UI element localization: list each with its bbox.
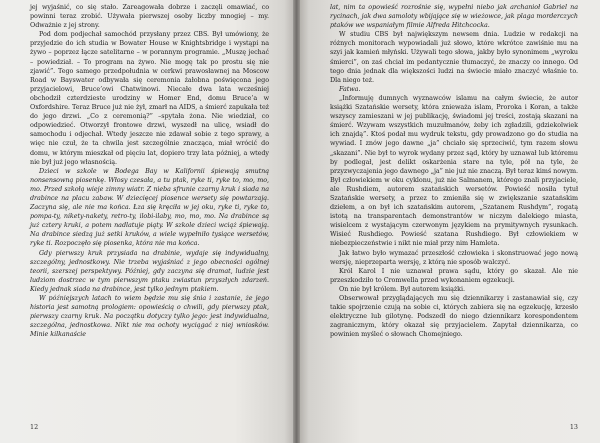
paragraph: Fatwa. <box>339 84 361 93</box>
paragraph: Gdy pierwszy kruk przysiada na drabinie, wydaje się indywidualny, szczególny, jednostkowy. Nie trzeba wyjaśniać z jego obecności ogólnej teorii, szerszej perspektywy. Później, gdy zaczyna się dramat, ludzie jest ludziom dostrzec w tym pierwszym ptaku zwiastun przyszłych zdarzeń. Kiedy jednak siada na drabince, jest tylko jednym ptakiem. <box>30 248 269 293</box>
right-page <box>300 0 600 443</box>
paragraph: Pod dom podjechał samochód przysłany przez CBS. Był umówiony, że przyjedzie do ich studia w Bowater House w Knightsbridge i wystąpi na żywo – poprzez łącze satelitarne – w porannym programie. „Muszę jechać – powiedział. – To program na żywo. Nie mogę tak po prostu się nie zjawić”. Tego samego przedpołudnia w cerkwi prawosławnej na Moscow Road w Bayswater odbywała się ceremonia żałobna poświęcona jego przyjacielowi, Bruce’owi Chatwinowi. Niecałe dwa lata wcześniej obchodził czterdzieste urodziny w Homer End, domu Bruce’a w Oxfordshire. Teraz Bruce już nie żył, zmarł na AIDS, a śmierć zapukała też do jego drzwi. „Co z ceremonią?” –spytała żona. Nie wiedział, co odpowiedzieć. Otworzył frontowe drzwi, wyszedł na ulicę, wsiadł do samochodu i odjechał. Wtedy jeszcze nie zdawał sobie z tego sprawy, a więc nie czuł, że ta chwila jest szczególnie znacząca, miał wrócić do domu, w którym mieszkał od pięciu lat, dopiero trzy lata później, a wtedy nie był już jego własnością. <box>30 30 269 166</box>
paragraph: W późniejszych latach to wiem będzie mu się śnia i zastanie, że jego historia jest samotną prologiem: opowieścią o chwili, gdy pierwszy ptak, pierwszy czarny kruk. Na początku dotyczy tylko jego: jest indywidualna, szczególna, jednostkowa. Nikt nie ma ochoty wyciągać z niej wniosków. Minie kilkanaście <box>30 294 269 339</box>
left-page-text <box>30 3 269 339</box>
paragraph: Król Karol I nie uznawał prawa sądu, który go skazał. Ale nie przeszkodziło to Cromwella przed wykonaniem egzekucji. <box>330 266 578 284</box>
paragraph: Obserwował przyglądających mu się dziennikarzy i zastanawiał się, czy takie spojrzenie czują na sobie ci, których zabiera się na egzekucję, krzesło elektryczne lub gilotynę. Podszedł do niego dziennikarz korespondentem zagranicznym, który okazał się przyjacielem. Zapytał dziennikarza, co powinien myśleć o słowach Chomejniego. <box>330 294 578 339</box>
page-number: 12 <box>30 423 39 431</box>
book-gutter <box>293 0 300 443</box>
paragraph: On nie był królem. Był autorem książki. <box>339 284 465 293</box>
right-page-text <box>330 3 578 339</box>
paragraph: lat, nim ta opowieść rozrośnie się, wypełni niebo jak archanioł Gabriel na rycinach, jak dwa samoloty wbijające się w wieżowce, jak plaga morderczych ptaków we wspaniałym filmie Alfreda Hitchcocka. <box>330 3 578 30</box>
paragraph: „Informuję dumnych wyznawców islamu na całym świecie, że autor książki Szatańskie wersety, która znieważa islam, Proroka i Koran, a także wszyscy zamieszani w jej publikację, świadomi jej treści, zostają skazani na śmierć. Wzywam wszystkich muzułmanów, żeby ich zgładzili, gdziekolwiek ich znajdą”. Ktoś podał mu wydruk tekstu, gdy prowadzono go do studia na wywiad. I znów jego dawne „ja” chciało się sprzeciwić, tym razem słowu „skazani”. Nie był to wyrok wydany przez sąd, który by uznawał lub któremu by podlegał, jest delikt oskarżenia stare na tyle, pół na tyle, że przyzwyczajenia jego dawnego „ja” nie już nie znaczą. Był teraz kimś nowym. Był człowiekiem w oku cyklonu, już nie Salmanem, którego znali przyjaciele, ale Rushdiem, autorem szatańskich wersetów. Powieść nosiła tytuł Szatańskie wersety, a przez to zmieniła się w zwiększanie szatańskim dziełem, a on był ich szatańskim autorem, „Szatanem Rushdym”, rogatą istotą na transparentach demonstrantów w niczym dalekiego miasta, wisielcem z wystającym czerwonym językiem na prymitywnych rysunkach. Wisieć Rushdiego. Powieść szatana Rushdiego. Był człowiekiem w niebezpieczeństwie i nikt nie miał przy nim Hamleta. <box>330 93 578 248</box>
paragraph: Jak łatwo było wymazać przeszłość człowieka i skonstruować jego nową wersję, nieprzeparta wersję, z którą nie sposób walczyć. <box>330 248 578 266</box>
paragraph: Dzieci w szkole w Bodega Bay w Kalifornii śpiewają smutną nonsensowną piosenkę. Włosy czesała, a tu ptak, ryke ti, ryke to, mo, mo, mo. Przed szkołą wieje zimny wiatr. Z nieba sfrunie czarny kruk i siada na drabince na placu zabaw. W dziecięcej piosence wersety się powtarzają. Zaczyna się, ale nie ma końca. Łza się kręciła w jej oku, ryke ti, ryke to, pompa-ty, nikety-nakety, retro-ty, ilobi-ilaby, mo, mo, mo. Na drabince są już cztery kruki, a potem nadlatuje piąty. W szkole dzieci wciąż śpiewają. Na drabince siedzą już setki kruków, a wiele wypełniło tysiące wersetów, ryke ti. Rozpoczęło się piosenka, która nie ma końca. <box>30 166 269 248</box>
paragraph: W studiu CBS był największym newsem dnia. Ludzie w redakcji na różnych monitorach wypowiadali już słowo, które wkrótce zawiśnie mu na szyi jak kamień młyński. Używali tego słowa, jakby było synonimem „wyroku śmierci”, on zaś chciał im pedantycznie tłumaczyć, że znaczy co innego. Od tego dnia jednak dla większości ludzi na świecie miało znaczyć właśnie to. Dla niego też. <box>330 30 578 84</box>
paragraph: jej wyjaśnić, co się stało. Zareagowała dobrze i zaczęli omawiać, co powinni teraz zrobić. Używała pierwszej osoby liczby mnogiej – my. Odważnie z jej strony. <box>30 3 269 30</box>
left-page <box>0 0 293 443</box>
page-number: 13 <box>569 423 578 431</box>
